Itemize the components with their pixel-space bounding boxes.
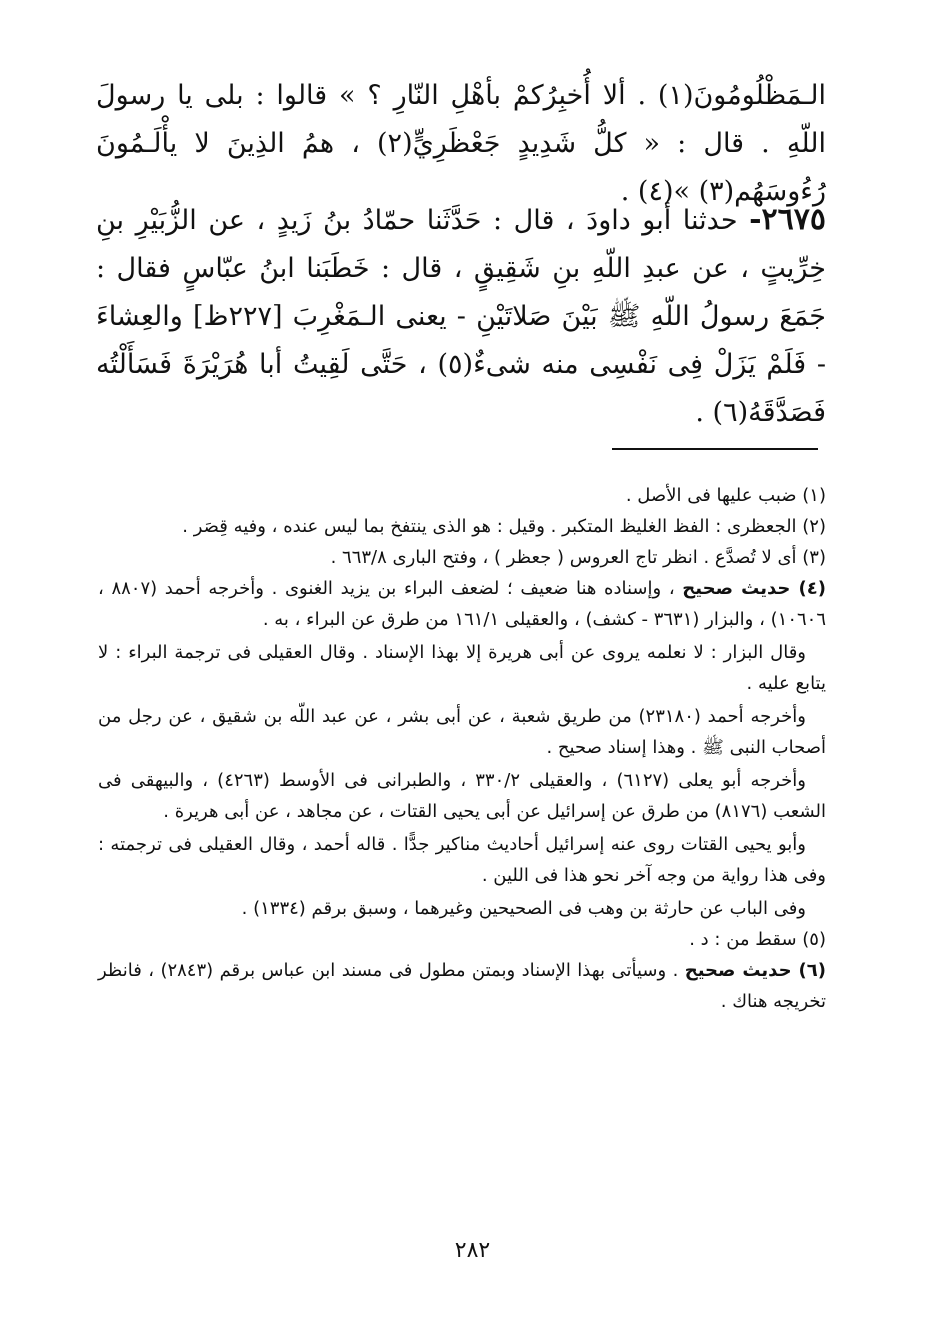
footnote-5: (٥) سقط من : د . [689, 929, 826, 950]
footnote-6-text: . وسيأتى بهذا الإسناد وبمتن مطول فى مسند ابن عباس برقم (٢٨٤٣) ، فانظر تخريجه هناك . [98, 960, 826, 1012]
footnote-4-label: (٤) حديث صحيح [682, 578, 826, 599]
footnote-4-paragraph-4: وأخرجه أبو يعلى (٦١٢٧) ، والعقيلى ٣٣٠/٢ ، والطبرانى فى الأوسط (٤٢٦٣) ، والبيهقى فى الشعب (٨١٧٦) من طرق عن إسرائيل عن أبى يحيى القتات ، عن مجاهد ، عن أبى هريرة . [98, 770, 826, 822]
hadith-number: ٢٦٧٥- [749, 202, 826, 237]
footnote-4-text: ، وإسناده هنا ضعيف ؛ لضعف البراء بن يزيد الغنوى . وأخرجه أحمد (٨٨٠٧ ، ١٠٦٠٦) ، والبزار (٣٦٣١ - كشف) ، والعقيلى ١٦١/١ من طرق عن البراء ، به . [98, 578, 826, 630]
main-text-top-passage: الـمَظْلُومُونَ(١) . ألا أُخبِرُكمْ بأهْلِ النّارِ ؟ » قالوا : بلى يا رسولَ اللّهِ . قال : « كلُّ شَدِيدٍ جَعْظَرِيٍّ(٢) ، همُ الذِينَ لا يأْلَـمُونَ رُءُوسَهُم(٣) »(٤) . [96, 80, 826, 207]
footnote-separator [612, 448, 818, 450]
footnote-4 [98, 573, 826, 635]
footnote-4-paragraph-6: وفى الباب عن حارثة بن وهب فى الصحيحين وغيرهما ، وسبق برقم (١٣٣٤) . [241, 898, 806, 919]
hadith-text: حدثنا أبو داودَ ، قال : حَدَّثَنا حمّادُ بنُ زَيدٍ ، عن الزُّبَيْرِ بنِ خِرِّيتٍ ، عن عبدِ اللّهِ بنِ شَقِيقٍ ، قال : خَطَبَنا ابنُ عبّاسٍ فقال : جَمَعَ رسولُ اللّهِ ﷺ بَيْنَ صَلاتَيْنِ - يعنى الـمَغْرِبَ [٢٢٧ظ] والعِشاءَ - فَلَمْ يَزَلْ فِى نَفْسِى منه شىءٌ(٥) ، حَتَّى لَقِيتُ أبا هُرَيْرَةَ فَسَأَلْتُه فَصَدَّقَهُ(٦) . [96, 205, 826, 428]
page-number: ٢٨٢ [454, 1238, 491, 1263]
hadith-2675 [96, 196, 826, 437]
footnote-6-label: (٦) حديث صحيح [684, 960, 826, 981]
footnote-2: (٢) الجعظرى : الفظ الغليظ المتكبر . وقيل : هو الذى ينتفخ بما ليس عنده ، وفيه قِصَر . [182, 516, 826, 537]
footnote-6 [98, 955, 826, 1017]
footnote-3: (٣) أى لا تُصدَّع . انظر تاج العروس ( جعظر ) ، وفتح البارى ٦٦٣/٨ . [330, 547, 826, 568]
footnote-4-paragraph-3: وأخرجه أحمد (٢٣١٨٠) من طريق شعبة ، عن أبى بشر ، عن عبد اللّه بن شقيق ، عن رجل من أصحاب النبى ﷺ . وهذا إسناد صحيح . [98, 706, 826, 758]
footnotes [98, 480, 826, 1017]
footnote-1: (١) ضبب عليها فى الأصل . [625, 485, 826, 506]
footnote-4-paragraph-5: وأبو يحيى القتات روى عنه إسرائيل أحاديث مناكير جدًّا . قاله أحمد ، وقال العقيلى فى ترجمته : وفى هذا رواية من وجه آخر نحو هذا فى اللين . [98, 834, 826, 886]
footnote-4-paragraph-2: وقال البزار : لا نعلمه يروى عن أبى هريرة إلا بهذا الإسناد . وقال العقيلى فى ترجمة البراء : لا يتابع عليه . [98, 642, 826, 694]
